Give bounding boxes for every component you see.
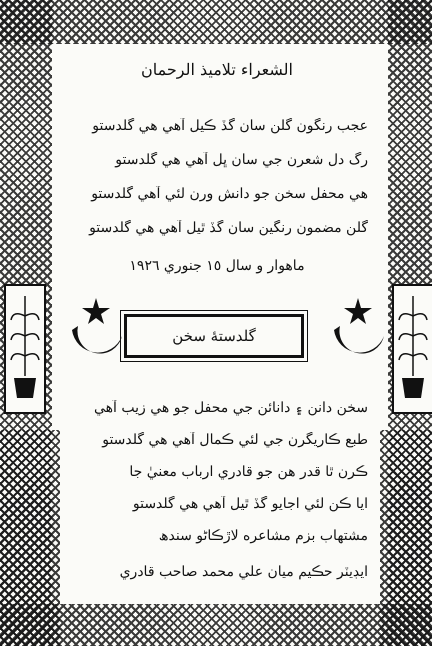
vase-icon <box>6 286 44 412</box>
decorative-border-bottom <box>0 604 432 646</box>
crescent-star-icon <box>64 296 128 362</box>
verse-line: سخن دانن ۽ دانائن جي محفل جو هي زيب آهي <box>93 400 368 416</box>
side-vase-panel-left <box>4 284 46 414</box>
decorative-border-lower-right <box>380 430 432 646</box>
verse-line: هي محفل سخن جو دانش ورن لئي آهي گلدستو <box>91 186 368 202</box>
vase-icon <box>394 286 432 412</box>
verse-line: ڪرن ٿا قدر هن جو قادري ارباب معنيٰ جا <box>129 464 368 480</box>
verse-line: طبع ڪاريگرن جي لئي ڪمال آهي هي گلدستو <box>102 432 368 448</box>
page-title: الشعراء تلاميذ الرحمان <box>141 60 293 79</box>
verse-line: رگ دل شعرن جي سان ڀل آهي هي گلدستو <box>115 152 368 168</box>
decorative-border-lower-left <box>0 430 60 646</box>
decorative-border-top <box>0 0 432 44</box>
date-line: ماهوار و سال ١٥ جنوري ١٩٢٦ <box>129 258 305 274</box>
verse-line: عجب رنگون گلن سان گڏ ڪيل آهي هي گلدستو <box>92 118 368 134</box>
framed-title-box: گلدستهٔ سخن <box>124 314 304 358</box>
verse-line: ايا ڪن لئي اجايو گڏ ٿيل آهي هي گلدستو <box>132 496 368 512</box>
crescent-star-icon <box>326 296 390 362</box>
publisher-line: مشتهاب بزم مشاعره لاڙڪاڻو سندھ <box>158 528 368 544</box>
editor-line: ايڊيٽر حڪيم ميان علي محمد صاحب قادري <box>119 564 368 580</box>
verse-line: گلن مضمون رنگين سان گڏ ٿيل آهي هي گلدستو <box>89 220 368 236</box>
side-vase-panel-right <box>392 284 432 414</box>
text-panel-upper <box>56 46 378 426</box>
